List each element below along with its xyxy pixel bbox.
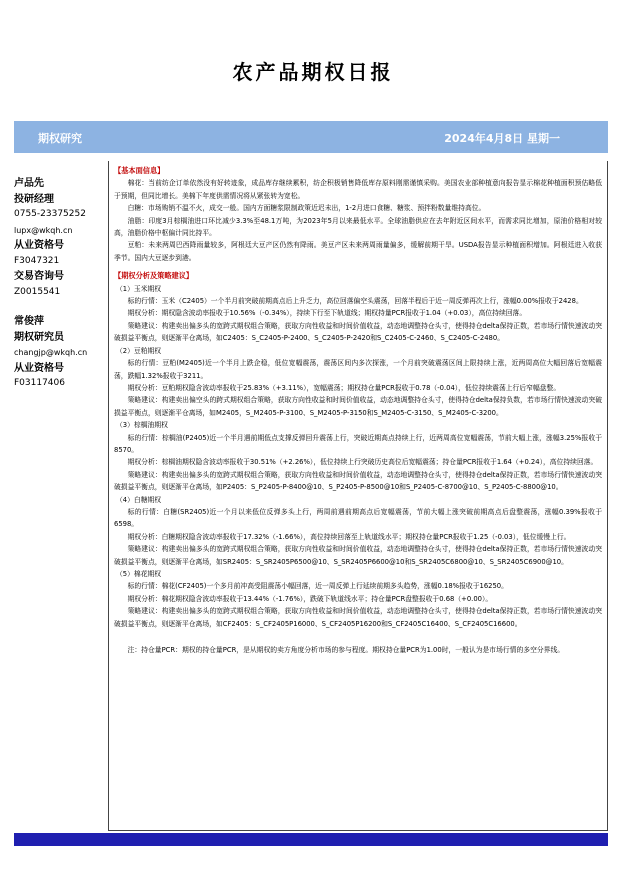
qualification-number: F3047321 <box>14 255 60 266</box>
analyst-phone: 0755-23375252 <box>14 209 86 219</box>
corn-market: 标的行情：玉米（C2405）一个半月前突破前期高点后上升乏力，高位回落偏空头震荡，回落半程后于近一周反弹再次上行，涨幅0.00%报收于2428。 <box>127 297 583 306</box>
palmoil-advice: 策略建议：构建卖出偏多头的宽跨式期权组合策略，获取方向性收益和时间价值收益，动态地调整持仓头寸，使得持仓delta保持正数，若市场行情快速波动突破损益平衡点，则逐渐平仓离场，如P2405：S_P2405-P-8400@10、S_P2405-P-8500@10和S_P2405-C-8700@10、S_P2405-C-8800@10。 <box>114 470 602 492</box>
analyst-role: 投研经理 <box>14 193 54 205</box>
soymeal-advice: 策略建议：构建卖出偏空头的跨式期权组合策略，获取方向性收益和时间价值收益，动态地调整持仓头寸，使得持仓delta保持负数，若市场行情快速波动突破损益平衡点，则逐渐平仓离场，如M2405，S_M2405-P-3100、S_M2405-P-3150和S_M2405-C-3150、S_M2405-C-3200。 <box>114 396 602 417</box>
analyst-role: 期权研究员 <box>14 331 64 343</box>
qualification-label: 从业资格号 <box>14 362 64 374</box>
analyst-email: lupx@wkqh.cn <box>14 225 73 235</box>
sugar-analysis: 期权分析：白糖期权隐含波动率报收于17.32%（-1.66%），高位持续回落至上轨道线水平；期权持仓量PCR报收于1.25（-0.03），低位缓慢上行。 <box>127 532 571 541</box>
fundamentals-oil: 油脂：印度3月棕榈油进口环比减少3.3%至48.1万吨，为2023年5月以来最低水平。全球油脂供应在去年附近区间水平，而需求同比增加，原油价格相对较高，油脂价格中枢偏计同比持平。 <box>114 216 602 238</box>
analyst-2 <box>14 314 106 392</box>
analyst-name: 卢品先 <box>14 178 44 189</box>
cotton-market: 标的行情：棉花(CF2405)一个多月前冲高受阻震荡小幅回落，近一周反弹上行延续前期多头趋势，涨幅0.18%报收于16250。 <box>127 582 508 591</box>
cotton-advice: 策略建议：构建卖出偏多头的宽跨式期权组合策略，获取方向性收益和时间价值收益，动态地调整持仓头寸，使得持仓delta保持正数，若市场行情快速波动突破损益平衡点，则逐渐平仓离场，如CF2405：S_CF2405P16000、S_CF2405P16200和S_CF2405C16400、S_CF2405C16600。 <box>114 607 602 628</box>
fundamentals-sugar: 白糖：市场购销不温不火，成交一般。国内方面糖浆限制政策近迟未出，1-2月进口食糖、糖浆、预拌粉数量维持高位。 <box>127 204 486 213</box>
analyst-1 <box>14 176 106 300</box>
header-band <box>14 121 608 153</box>
cotton-title: （5）棉花期权 <box>116 570 162 578</box>
sugar-advice: 策略建议：构建卖出偏多头的宽跨式期权组合策略，获取方向性收益和时间价值收益，动态地调整持仓头寸，使得持仓delta保持正数，若市场行情快速波动突破损益平衡点，则逐渐平仓离场，如SR2405：S_SR2405P6500@10、S_SR2405P6600@10和S_SR2405C6800@10、S_SR2405C6900@10。 <box>114 545 602 566</box>
footer-bar <box>14 833 608 846</box>
consult-label: 交易咨询号 <box>14 271 64 282</box>
report-date: 2024年4月8日 星期一 <box>444 132 560 145</box>
corn-analysis: 期权分析：期权隐含波动率报收于10.56%（-0.34%），持续下行至下轨道线；期权持量PCR报收于1.04（+0.03），高位持续回落。 <box>127 309 527 318</box>
analyst-name: 常俊萍 <box>14 316 44 327</box>
report-body <box>108 161 608 831</box>
palmoil-market: 标的行情：棕榈油(P2405)近一个半月遇前期低点支撑反弹回升震荡上行，突破近期高点持续上行，近两周高位宽幅震荡，节前大幅上涨，涨幅3.25%报收于8570。 <box>114 433 602 454</box>
analyst-email: changjp@wkqh.cn <box>14 348 88 357</box>
report-title: 农产品期权日报 <box>232 60 394 84</box>
fundamentals-cotton: 棉花：当前纺企订单依然没有好转迹象，成品库存继续累积，纺企积极销售降低库存原料刚需谨慎采购。美国农业部种植意向报告显示棉花种植面积预估略低于预期，但同比增长。美棉下年度供需情况将从紧张转为宽松。 <box>114 179 602 200</box>
consult-number: Z0015541 <box>14 286 61 297</box>
cotton-analysis: 期权分析：棉花期权隐含波动率报收于13.44%（-1.76%），跌破下轨道线水平；持仓量PCR盘整报收于0.68（+0.00）。 <box>127 594 493 603</box>
fundamentals-soymeal: 豆粕：未来两周巴西降雨量较多，阿根廷大豆产区仍然有降雨。美豆产区未来两周雨量偏多，缓解前期干旱。USDA报告显示种植面积增加。阿根廷进入收获季节。国内大豆逐步到港。 <box>114 241 602 262</box>
sugar-title: （4）白糖期权 <box>116 495 162 504</box>
soymeal-title: （2）豆粕期权 <box>116 346 162 355</box>
palmoil-analysis: 期权分析：棕榈油期权隐含波动率报收于30.51%（+2.26%），低位持续上行突破历史高位后宽幅震荡；持仓量PCR报收于1.64（+0.24），高位持续回落。 <box>127 458 598 467</box>
fundamentals-heading: 【基本面信息】 <box>114 166 165 175</box>
soymeal-analysis: 期权分析：豆粕期权隐含波动率报收于25.83%（+3.11%），宽幅震荡；期权持仓量PCR报收于0.78（-0.04），低位持续震荡上行后窄幅盘整。 <box>127 383 561 392</box>
strategy-heading: 【期权分析及策略建议】 <box>114 271 194 281</box>
sugar-market: 标的行情：白糖(SR2405)近一个月以来低位反弹多头上行，两周前遇前期高点后宽幅震荡，节前大幅上涨突破前期高点后盘整震荡，涨幅0.39%报收于6598。 <box>114 507 602 529</box>
qualification-label: 从业资格号 <box>14 240 64 251</box>
palmoil-title: （3）棕榈油期权 <box>116 421 168 430</box>
qualification-number: F03117406 <box>14 378 65 388</box>
pcr-note: 注：持仓量PCR：期权的持仓量PCR，是从期权的卖方角度分析市场的参与程度。期权持仓量PCR为1.00时，一般认为是市场行情的多空分界线。 <box>127 646 565 655</box>
corn-advice: 策略建议：构建卖出偏多头的宽跨式期权组合策略，获取方向性收益和时间价值收益，动态地调整持仓头寸，使得持仓delta保持正数，若市场行情快速波动突破损益平衡点，则逐渐平仓离场，如C2405：S_C2405-P-2400、S_C2405-P-2420和S_C2405-C-2460、S_C2405-C-2480。 <box>114 321 602 343</box>
section-label: 期权研究 <box>38 132 82 145</box>
corn-title: （1）玉米期权 <box>116 284 162 293</box>
soymeal-market: 标的行情：豆粕(M2405)近一个半月上跌企稳，低位宽幅震荡，震荡区间内多次探涨，一个月前突破震荡区间上限持续上涨，近两周高位大幅回落后宽幅震荡，跌幅1.32%报收于3211。 <box>114 359 602 380</box>
analyst-sidebar <box>14 176 106 392</box>
